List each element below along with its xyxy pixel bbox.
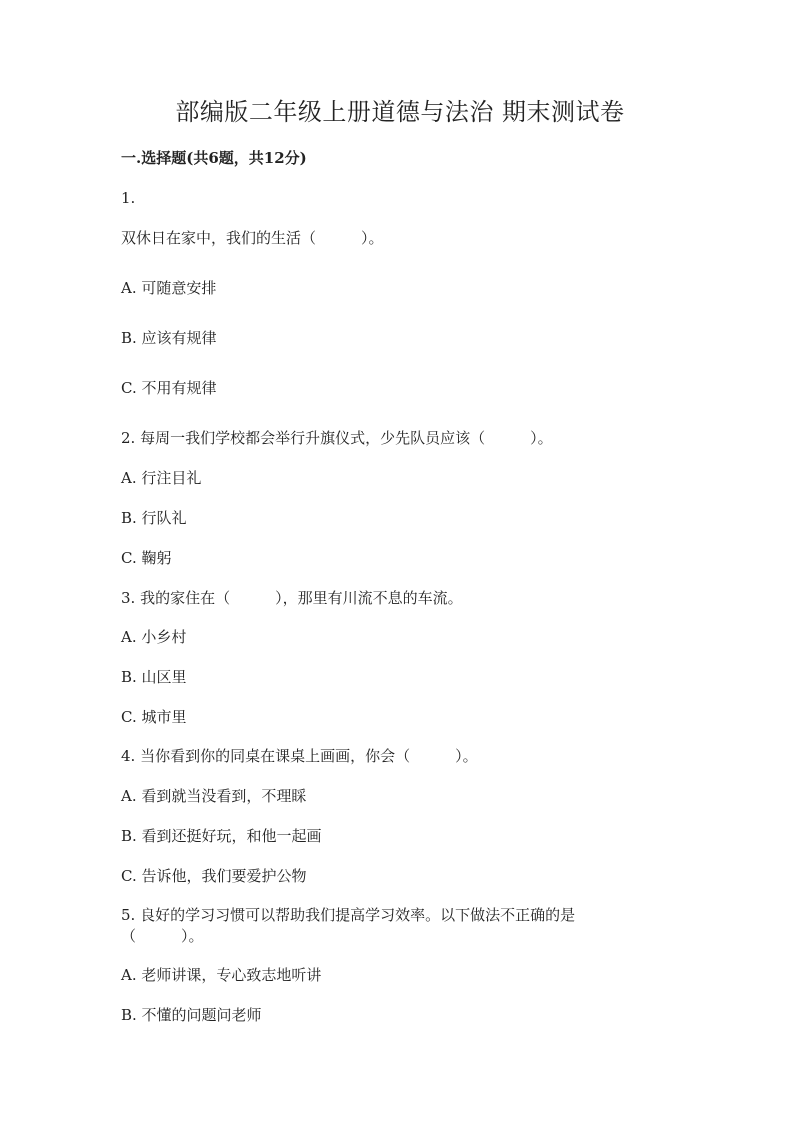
option-a: A. 老师讲课，专心致志地听讲 — [121, 966, 322, 984]
question-number: 1. — [121, 189, 136, 207]
option-b: B. 看到还挺好玩，和他一起画 — [121, 827, 322, 845]
question-stem: 双休日在家中，我们的生活（ ）。 — [121, 229, 384, 247]
question-stem: 2. 每周一我们学校都会举行升旗仪式，少先队员应该（ ）。 — [121, 429, 553, 447]
option-b: B. 行队礼 — [121, 509, 187, 527]
option-b: B. 应该有规律 — [121, 329, 217, 347]
option-c: C. 鞠躬 — [121, 549, 172, 567]
option-a: A. 行注目礼 — [121, 469, 202, 487]
option-c: C. 不用有规律 — [121, 379, 217, 397]
option-b: B. 不懂的问题问老师 — [121, 1006, 262, 1024]
option-b: B. 山区里 — [121, 668, 187, 686]
question-stem-continued: （ ）。 — [121, 927, 204, 945]
option-a: A. 可随意安排 — [121, 279, 217, 297]
question-stem: 3. 我的家住在（ ），那里有川流不息的车流。 — [121, 589, 463, 607]
option-c: C. 告诉他，我们要爱护公物 — [121, 867, 307, 885]
question-stem: 4. 当你看到你的同桌在课桌上画画，你会（ ）。 — [121, 747, 478, 765]
section-heading: 一.选择题(共6题，共12分) — [121, 149, 307, 167]
question-stem: 5. 良好的学习习惯可以帮助我们提高学习效率。以下做法不正确的是 — [121, 906, 576, 924]
option-c: C. 城市里 — [121, 708, 187, 726]
option-a: A. 看到就当没看到，不理睬 — [121, 787, 307, 805]
page-title: 部编版二年级上册道德与法治 期末测试卷 — [175, 98, 625, 126]
option-a: A. 小乡村 — [121, 628, 187, 646]
